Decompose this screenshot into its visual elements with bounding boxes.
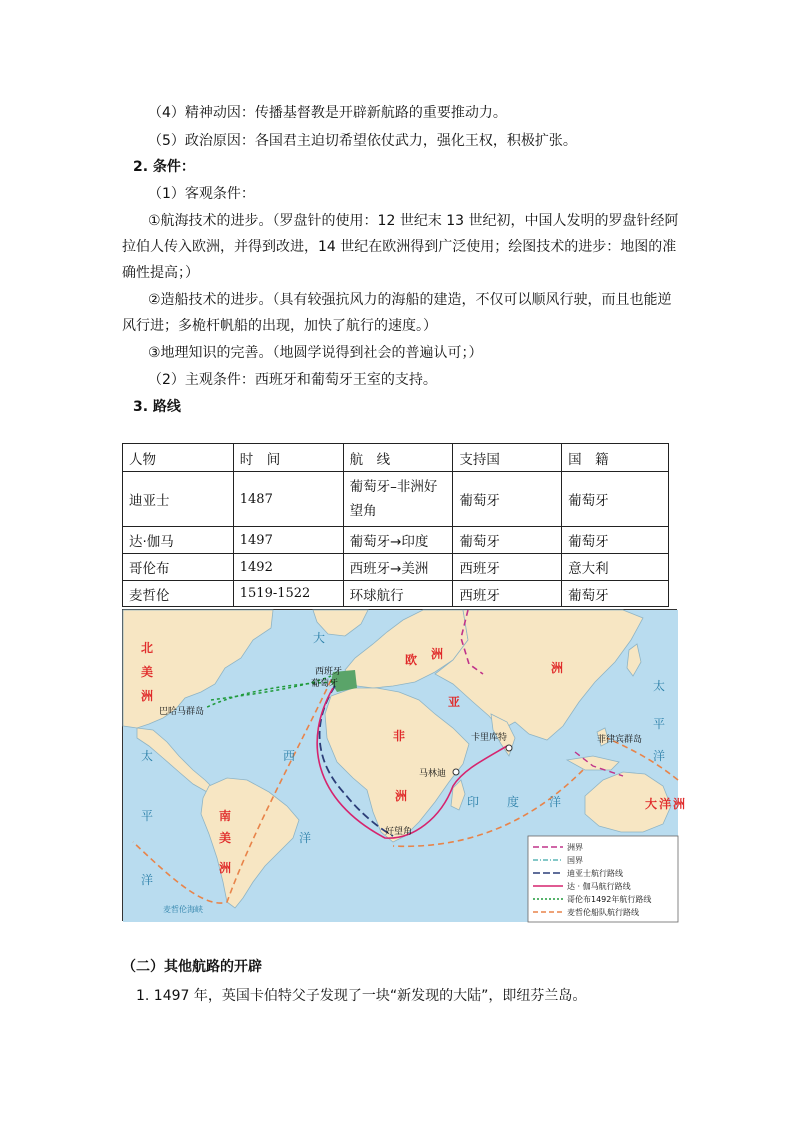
label-calicut: 卡里库特 (471, 733, 508, 743)
cell-route: 环球航行 (343, 581, 453, 607)
calicut-marker (506, 745, 512, 751)
cell-sponsor: 西班牙 (453, 554, 562, 581)
nav-tech-line-2: 拉伯人传入欧洲，并得到改进，14 世纪在欧洲得到广泛使用；绘图技术的进步：地图的准 (122, 239, 677, 255)
shipbuilding-line-1: ②造船技术的进步。（具有较强抗风力的海船的建造，不仅可以顺风行驶，而且也能逆 (148, 292, 672, 308)
nav-tech-line-1: ①航海技术的进步。（罗盘针的使用：12 世纪末 13 世纪初，中国人发明的罗盘针经阿 (148, 213, 679, 229)
spiritual-motive-line: （4）精神动因：传播基督教是开辟新航路的重要推动力。 (148, 105, 507, 121)
label-atlantic-2: 西 (283, 749, 296, 763)
routes-heading: 3. 路线 (133, 399, 181, 415)
label-europe-2: 洲 (431, 647, 444, 661)
label-spain: 西班牙 (315, 667, 343, 677)
voyages-map (122, 609, 686, 921)
table-row (123, 527, 669, 554)
subjective-conditions-line: （2）主观条件：西班牙和葡萄牙王室的支持。 (148, 372, 437, 388)
cell-route: 西班牙→美洲 (343, 554, 453, 581)
label-oceania-1: 大 (645, 797, 658, 811)
cell-nationality: 意大利 (562, 554, 669, 581)
label-pacific-right-3: 洋 (653, 749, 666, 763)
nav-tech-line-3: 确性提高；） (122, 265, 199, 281)
cell-person: 哥伦布 (123, 554, 234, 581)
conditions-heading: 2. 条件： (133, 159, 195, 175)
header-nationality: 国 籍 (562, 444, 669, 472)
legend-label-continent-border: 洲界 (567, 843, 583, 852)
cell-sponsor: 葡萄牙 (453, 472, 562, 527)
table-row (123, 554, 669, 581)
other-routes-heading: （二）其他航路的开辟 (122, 959, 262, 975)
label-asia-2: 洲 (551, 661, 564, 675)
label-europe-1: 欧 (405, 653, 418, 667)
label-atlantic-1: 大 (313, 631, 326, 645)
cell-sponsor: 葡萄牙 (453, 527, 562, 554)
cell-person: 达·伽马 (123, 527, 234, 554)
label-pacific-left-1: 太 (141, 749, 154, 763)
legend-label-dias: 迪亚士航行路线 (567, 869, 623, 878)
cell-year: 1497 (233, 527, 343, 554)
route-line-2: 望角 (349, 503, 377, 519)
cell-year: 1487 (233, 472, 343, 527)
table-header-row (123, 444, 669, 472)
cell-year: 1492 (233, 554, 343, 581)
header-route: 航 线 (343, 444, 453, 472)
header-sponsor: 支持国 (453, 444, 562, 472)
header-time: 时 间 (233, 444, 343, 472)
cell-person: 麦哲伦 (123, 581, 234, 607)
political-motive-line: （5）政治原因：各国君主迫切希望依仗武力，强化王权，积极扩张。 (148, 133, 577, 149)
geography-line: ③地理知识的完善。（地圆学说得到社会的普遍认可；） (148, 345, 483, 361)
cell-sponsor: 西班牙 (453, 581, 562, 607)
cell-route: 葡萄牙→印度 (343, 527, 453, 554)
label-pacific-right-2: 平 (653, 717, 666, 731)
label-indian-2: 度 (507, 795, 520, 809)
label-africa-1: 非 (393, 729, 406, 743)
legend-label-columbus: 哥伦布1492年航行路线 (567, 895, 652, 904)
label-south-america-1: 南 (219, 809, 232, 823)
cell-nationality: 葡萄牙 (562, 472, 669, 527)
label-portugal: 葡萄牙 (311, 679, 339, 689)
map-legend (528, 836, 678, 922)
label-pacific-left-2: 平 (141, 809, 154, 823)
label-atlantic-3: 洋 (299, 831, 312, 845)
objective-conditions-line: （1）客观条件： (148, 186, 255, 202)
cell-route (343, 472, 453, 527)
label-south-america-2: 美 (219, 831, 232, 845)
label-indian-1: 印 (467, 795, 480, 809)
voyages-map-svg (123, 610, 686, 922)
cell-person: 迪亚士 (123, 472, 234, 527)
legend-label-magellan: 麦哲伦船队航行路线 (567, 908, 639, 917)
shipbuilding-line-2: 风行进；多桅杆帆船的出现，加快了航行的速度。） (122, 318, 437, 334)
label-asia-1: 亚 (448, 695, 461, 709)
label-north-america-2: 美 (141, 665, 154, 679)
cell-nationality: 葡萄牙 (562, 527, 669, 554)
label-pacific-right-1: 太 (653, 679, 666, 693)
table-row (123, 581, 669, 607)
table-row (123, 472, 669, 527)
label-indian-3: 洋 (549, 795, 562, 809)
label-strait-of-magellan: 麦哲伦海峡 (163, 905, 203, 914)
label-cape-of-good-hope: 好望角 (385, 827, 413, 837)
label-pacific-left-3: 洋 (141, 873, 154, 887)
malindi-marker (453, 769, 459, 775)
header-person: 人物 (123, 444, 234, 472)
label-oceania-2: 洋 (659, 797, 672, 811)
label-bahamas: 巴哈马群岛 (159, 707, 205, 717)
cabot-line: 1. 1497 年，英国卡伯特父子发现了一块“新发现的大陆”，即纽芬兰岛。 (136, 988, 587, 1004)
label-south-america-3: 洲 (219, 861, 232, 875)
label-oceania-3: 洲 (673, 797, 686, 811)
legend-label-national-border: 国界 (567, 856, 583, 865)
legend-label-da-gama: 达 · 伽马航行路线 (567, 882, 631, 891)
label-africa-2: 洲 (395, 789, 408, 803)
routes-table (122, 443, 669, 607)
label-north-america-3: 洲 (141, 689, 154, 703)
cell-year: 1519-1522 (233, 581, 343, 607)
label-malindi: 马林迪 (419, 769, 447, 779)
route-line-1: 葡萄牙–非洲好 (349, 479, 438, 495)
label-philippines: 菲律宾群岛 (597, 735, 643, 745)
label-north-america-1: 北 (141, 641, 154, 655)
cell-nationality: 葡萄牙 (562, 581, 669, 607)
